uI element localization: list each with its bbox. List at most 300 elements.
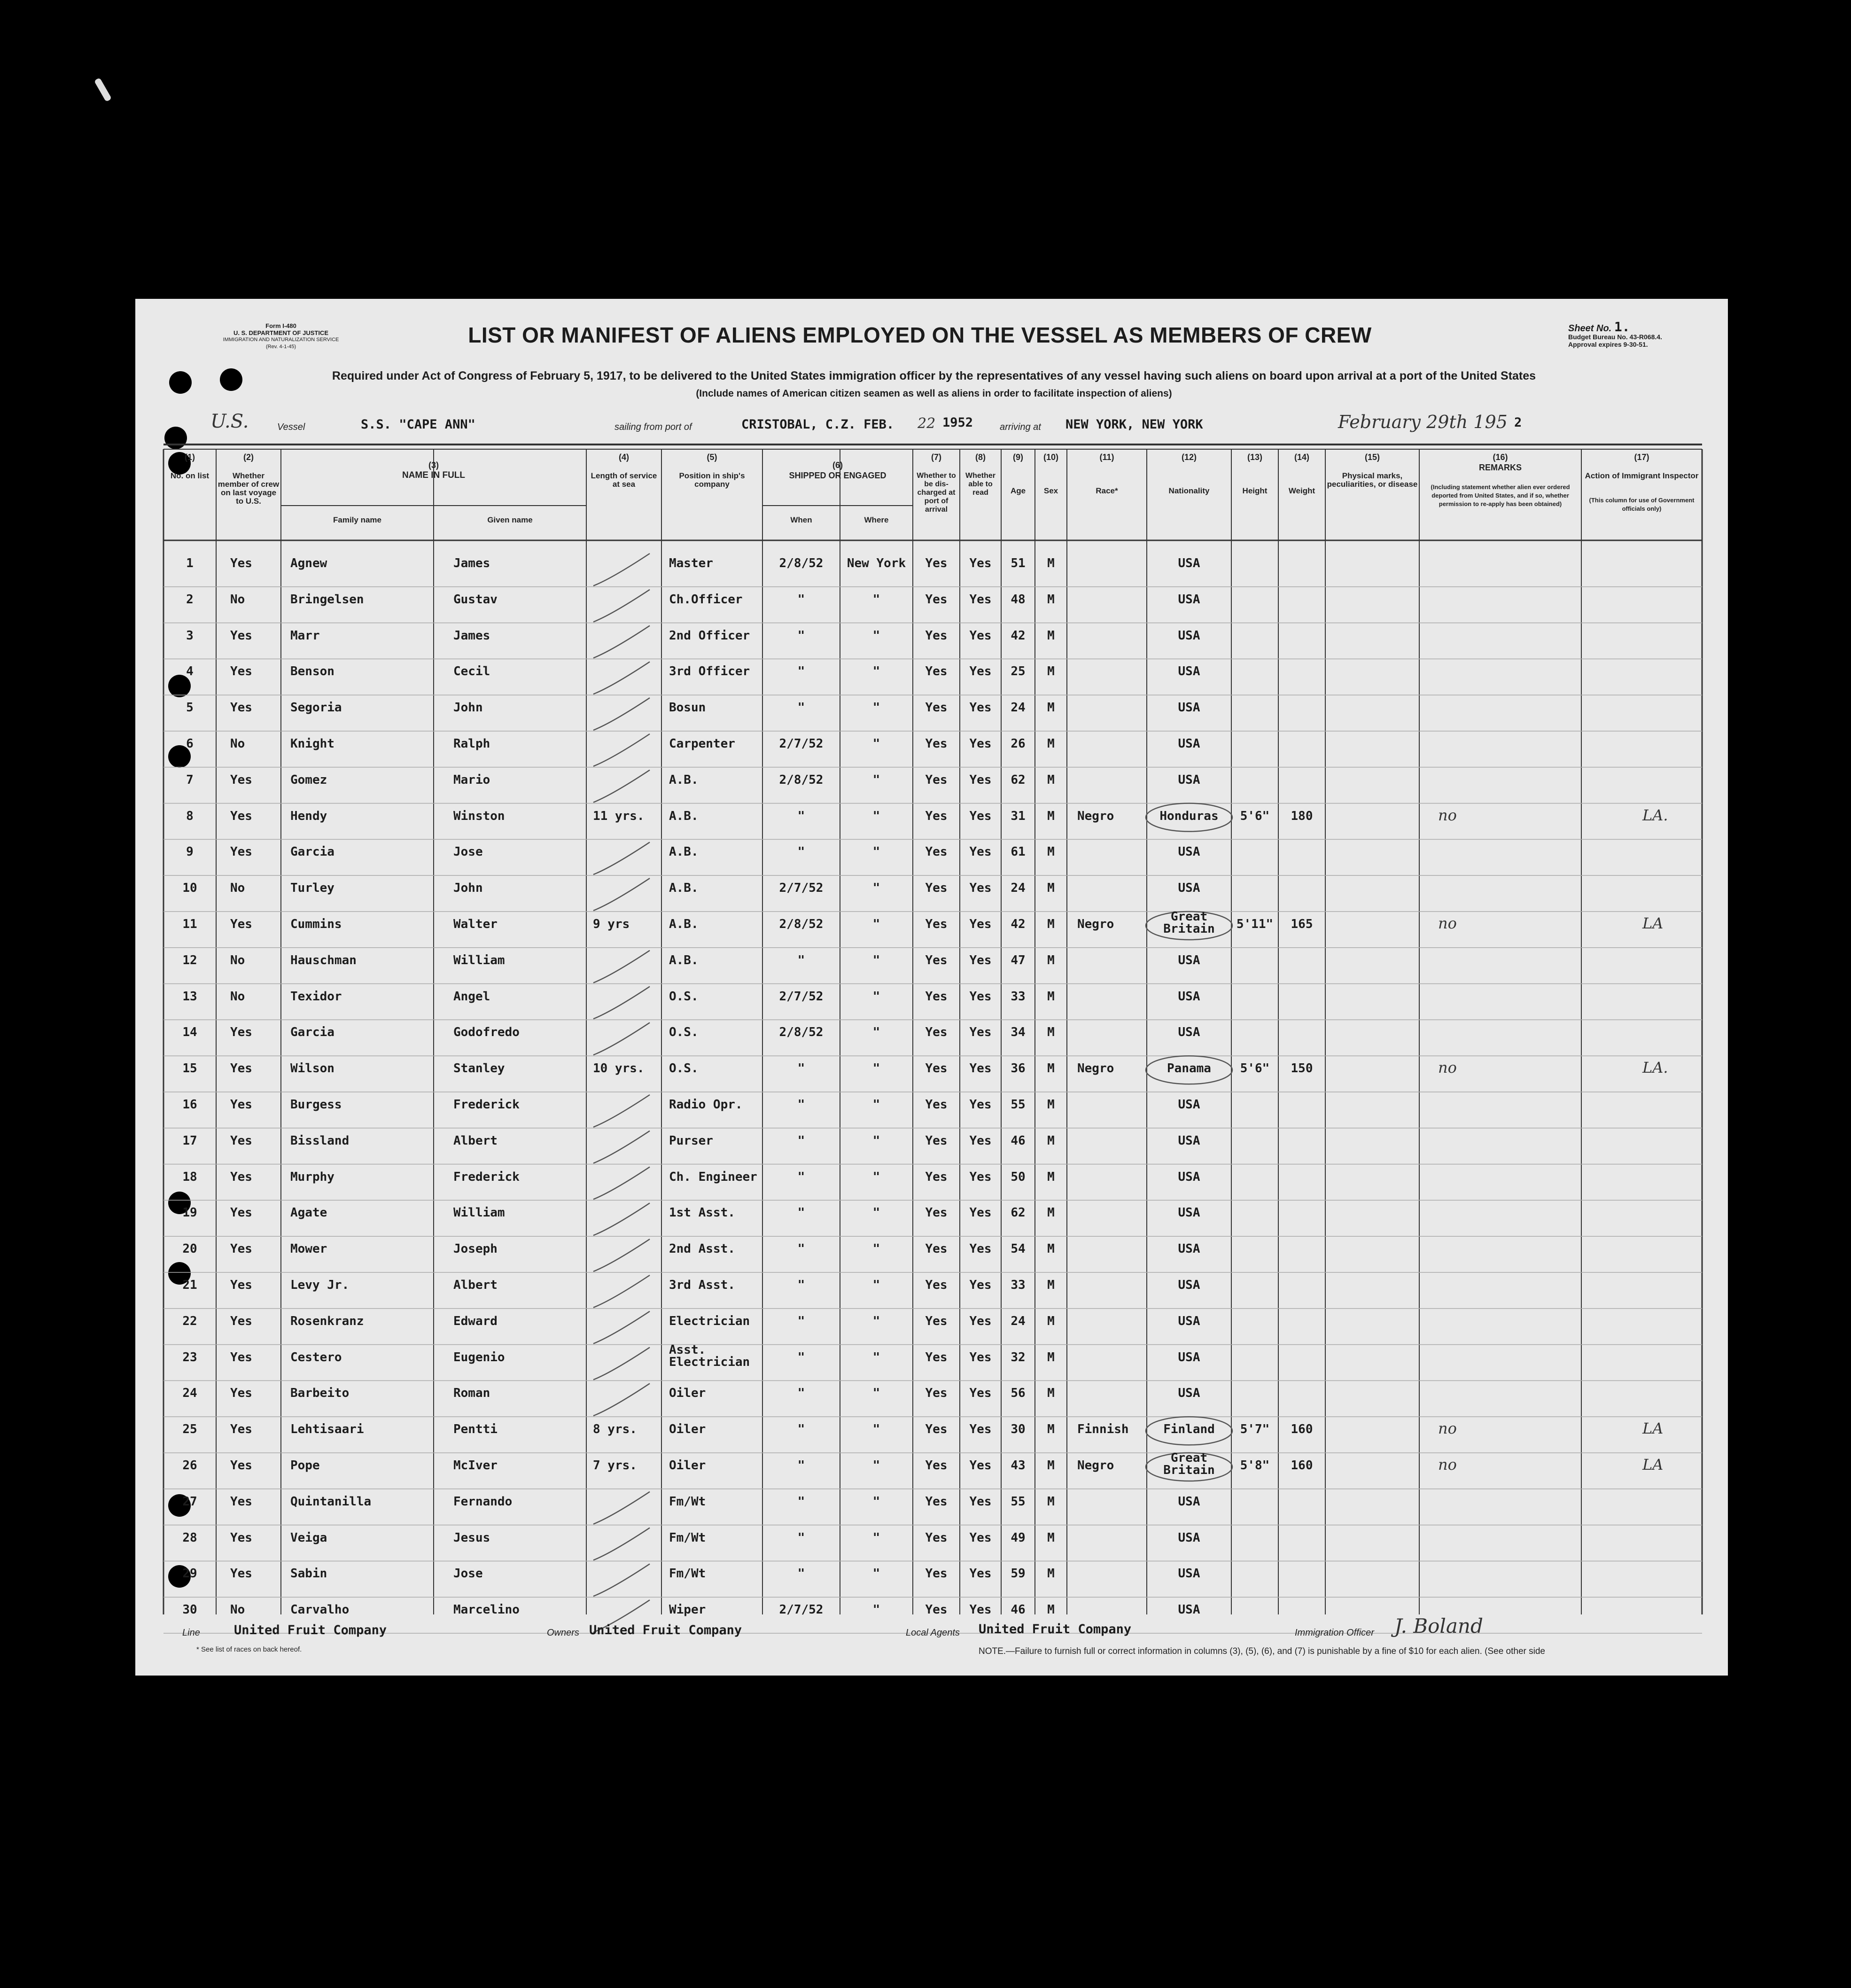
cell-position: 3rd Asst. <box>669 1278 735 1292</box>
cell-position: 1st Asst. <box>669 1206 735 1220</box>
cell-no: 24 <box>182 1386 197 1401</box>
cell-family: Levy Jr. <box>290 1278 350 1292</box>
cell-no: 22 <box>182 1314 197 1328</box>
cell-age: 47 <box>1011 953 1026 967</box>
sheet-label: Sheet No. <box>1568 323 1612 334</box>
cell-height: 5'11" <box>1236 917 1274 931</box>
cell-where: " <box>872 1458 880 1473</box>
cell-when: " <box>797 1314 805 1328</box>
cell-sex: M <box>1047 845 1055 859</box>
cell-family: Quintanilla <box>290 1494 372 1509</box>
cell-age: 61 <box>1011 845 1026 859</box>
column-header <box>913 453 960 514</box>
cell-height: 5'8" <box>1240 1458 1270 1473</box>
column-number: (9) <box>1013 452 1023 462</box>
cell-position: Ch.Officer <box>669 592 743 607</box>
cell-prev: Yes <box>230 1025 252 1040</box>
cell-service: 7 yrs. <box>593 1458 637 1473</box>
cell-disch: Yes <box>925 1278 948 1292</box>
cell-where: " <box>872 1098 880 1112</box>
owners-label: Owners <box>547 1628 579 1638</box>
cell-where: " <box>872 1169 880 1184</box>
cell-position: A.B. <box>669 845 699 859</box>
column-label: Family name <box>333 515 381 524</box>
cell-disch: Yes <box>925 1314 948 1328</box>
cell-prev: Yes <box>230 772 252 787</box>
column-label: Given name <box>487 515 533 524</box>
cell-family: Rosenkranz <box>290 1314 364 1328</box>
cell-nationality: USA <box>1178 628 1200 643</box>
column-number: (14) <box>1294 452 1309 462</box>
column-number: (6) <box>832 460 843 470</box>
column-header <box>281 461 586 480</box>
cell-position: A.B. <box>669 917 699 931</box>
cell-nationality: USA <box>1178 845 1200 859</box>
cell-nationality: USA <box>1178 737 1200 751</box>
pen-stroke <box>593 1528 650 1560</box>
cell-given: Stanley <box>453 1061 505 1076</box>
arrival-port: NEW YORK, NEW YORK <box>1065 417 1203 432</box>
cell-prev: No <box>230 592 245 607</box>
cell-nationality: USA <box>1178 1314 1200 1328</box>
pen-stroke <box>593 1095 650 1127</box>
cell-where: " <box>872 772 880 787</box>
cell-disch: Yes <box>925 1098 948 1112</box>
column-label: Whether member of crew on last voyage to U.S. <box>218 471 280 506</box>
cell-nationality: USA <box>1178 1278 1200 1292</box>
handwritten-departure-day: 22 <box>918 415 936 432</box>
column-label: Age <box>1010 486 1026 495</box>
cell-prev: Yes <box>230 1169 252 1184</box>
departure-port: CRISTOBAL, C.Z. FEB. <box>741 417 894 432</box>
cell-action: LA. <box>1642 806 1668 824</box>
cell-sex: M <box>1047 1025 1055 1040</box>
column-header <box>1231 453 1278 495</box>
cell-given: Joseph <box>453 1242 498 1256</box>
cell-given: Fernando <box>453 1494 513 1509</box>
cell-prev: Yes <box>230 1206 252 1220</box>
cell-action: LA. <box>1642 1059 1668 1077</box>
pen-stroke <box>593 590 650 622</box>
cell-sex: M <box>1047 1603 1055 1617</box>
cell-prev: Yes <box>230 664 252 679</box>
cell-disch: Yes <box>925 1530 948 1545</box>
cell-when: " <box>797 809 805 823</box>
column-header <box>1147 453 1231 495</box>
cell-given: William <box>453 953 505 967</box>
cell-where: " <box>872 809 880 823</box>
cell-age: 33 <box>1011 989 1026 1004</box>
cell-age: 56 <box>1011 1386 1026 1401</box>
cell-service: 11 yrs. <box>593 809 645 823</box>
cell-disch: Yes <box>925 809 948 823</box>
cell-read: Yes <box>969 1206 992 1220</box>
cell-given: Roman <box>453 1386 490 1401</box>
cell-given: Pentti <box>453 1422 498 1437</box>
cell-nationality: USA <box>1178 1025 1200 1040</box>
cell-given: Albert <box>453 1278 498 1292</box>
cell-when: " <box>797 845 805 859</box>
cell-nationality: USA <box>1178 1350 1200 1364</box>
cell-read: Yes <box>969 1567 992 1581</box>
cell-position: Wiper <box>669 1603 706 1617</box>
column-label: Where <box>864 515 889 524</box>
cell-disch: Yes <box>925 628 948 643</box>
cell-nationality: USA <box>1178 881 1200 896</box>
column-header <box>434 516 586 524</box>
pen-stroke <box>593 662 650 694</box>
cell-nationality: USA <box>1178 1494 1200 1509</box>
cell-sex: M <box>1047 1242 1055 1256</box>
cell-no: 19 <box>182 1206 197 1220</box>
cell-read: Yes <box>969 1314 992 1328</box>
cell-given: Albert <box>453 1133 498 1148</box>
cell-no: 27 <box>182 1494 197 1509</box>
cell-nationality: USA <box>1178 1098 1200 1112</box>
cell-disch: Yes <box>925 1025 948 1040</box>
agents-label: Local Agents <box>906 1628 960 1638</box>
cell-sex: M <box>1047 737 1055 751</box>
cell-family: Agnew <box>290 556 327 570</box>
cell-position: Ch. Engineer <box>669 1169 757 1184</box>
departure-year: 1952 <box>942 415 973 430</box>
cell-disch: Yes <box>925 1494 948 1509</box>
cell-no: 25 <box>182 1422 197 1437</box>
cell-given: Frederick <box>453 1169 520 1184</box>
column-label: Whether to be dis-charged at port of arrival <box>917 472 956 514</box>
cell-prev: No <box>230 881 245 896</box>
pen-stroke <box>593 770 650 803</box>
cell-disch: Yes <box>925 772 948 787</box>
cell-no: 6 <box>186 737 194 751</box>
cell-where: " <box>872 1530 880 1545</box>
cell-age: 31 <box>1011 809 1026 823</box>
cell-sex: M <box>1047 701 1055 715</box>
cell-given: Godofredo <box>453 1025 520 1040</box>
cell-prev: Yes <box>230 1314 252 1328</box>
column-label: Weight <box>1288 486 1315 495</box>
cell-family: Hauschman <box>290 953 357 967</box>
cell-where: " <box>872 628 880 643</box>
cell-when: " <box>797 1206 805 1220</box>
cell-where: " <box>872 1061 880 1076</box>
cell-where: " <box>872 1422 880 1437</box>
cell-when: " <box>797 1169 805 1184</box>
cell-where: " <box>872 1350 880 1364</box>
officer-label: Immigration Officer <box>1295 1628 1374 1638</box>
cell-read: Yes <box>969 1098 992 1112</box>
cell-prev: Yes <box>230 1386 252 1401</box>
cell-family: Hendy <box>290 809 327 823</box>
cell-nationality: USA <box>1178 772 1200 787</box>
column-number: (13) <box>1247 452 1262 462</box>
cell-position: O.S. <box>669 1061 699 1076</box>
officer-signature: J. Boland <box>1394 1614 1483 1637</box>
cell-read: Yes <box>969 628 992 643</box>
column-number: (7) <box>931 452 941 462</box>
cell-position: Asst. Electrician <box>669 1342 750 1369</box>
cell-position: Oiler <box>669 1386 706 1401</box>
pen-stroke <box>593 626 650 658</box>
column-label: Sex <box>1043 486 1058 495</box>
cell-sex: M <box>1047 1422 1055 1437</box>
column-number: (10) <box>1043 452 1058 462</box>
cell-race: Negro <box>1077 917 1114 931</box>
cell-age: 33 <box>1011 1278 1026 1292</box>
cell-read: Yes <box>969 1169 992 1184</box>
cell-height: 5'7" <box>1240 1422 1270 1437</box>
cell-position: Bosun <box>669 701 706 715</box>
cell-given: Jesus <box>453 1530 490 1545</box>
cell-no: 13 <box>182 989 197 1004</box>
cell-no: 9 <box>186 845 194 859</box>
cell-family: Turley <box>290 881 334 896</box>
cell-weight: 180 <box>1291 809 1313 823</box>
cell-no: 28 <box>182 1530 197 1545</box>
cell-read: Yes <box>969 1386 992 1401</box>
cell-where: " <box>872 1206 880 1220</box>
cell-age: 32 <box>1011 1350 1026 1364</box>
cell-given: Walter <box>453 917 498 931</box>
vessel-label: Vessel <box>277 422 305 432</box>
cell-prev: Yes <box>230 845 252 859</box>
cell-position: Master <box>669 556 713 570</box>
owners-value: United Fruit Company <box>589 1623 742 1637</box>
revision: (Rev. 4-1-45) <box>266 344 296 350</box>
cell-where: " <box>872 664 880 679</box>
cell-nationality: USA <box>1178 1133 1200 1148</box>
cell-no: 3 <box>186 628 194 643</box>
cell-when: " <box>797 953 805 967</box>
cell-disch: Yes <box>925 1458 948 1473</box>
cell-no: 23 <box>182 1350 197 1364</box>
cell-prev: Yes <box>230 1098 252 1112</box>
cell-where: " <box>872 1278 880 1292</box>
pen-stroke <box>593 1022 650 1055</box>
cell-no: 7 <box>186 772 194 787</box>
cell-disch: Yes <box>925 1567 948 1581</box>
film-edge-mark <box>94 78 112 102</box>
cell-read: Yes <box>969 1494 992 1509</box>
cell-family: Gomez <box>290 772 327 787</box>
cell-given: James <box>453 628 490 643</box>
cell-age: 59 <box>1011 1567 1026 1581</box>
column-header <box>762 461 913 480</box>
cell-when: " <box>797 1350 805 1364</box>
manifest-sheet <box>135 299 1728 1676</box>
cell-disch: Yes <box>925 989 948 1004</box>
cell-where: New York <box>847 556 906 570</box>
cell-nationality: Honduras <box>1159 809 1219 823</box>
cell-where: " <box>872 953 880 967</box>
pen-stroke <box>593 1492 650 1524</box>
page-subtitle: Required under Act of Congress of February 5, 1917, to be delivered to the United States immigration officer by the representatives of any vessel having such aliens on board upon arrival at a port of the United States <box>332 369 1536 382</box>
cell-position: 2nd Asst. <box>669 1242 735 1256</box>
cell-given: Cecil <box>453 664 490 679</box>
cell-position: A.B. <box>669 953 699 967</box>
cell-disch: Yes <box>925 1422 948 1437</box>
cell-read: Yes <box>969 989 992 1004</box>
cell-prev: Yes <box>230 917 252 931</box>
cell-family: Sabin <box>290 1567 327 1581</box>
cell-sex: M <box>1047 556 1055 570</box>
pen-stroke <box>593 1348 650 1380</box>
budget-bureau: Budget Bureau No. 43-R068.4. <box>1568 333 1662 341</box>
column-label: Whether able to read <box>965 472 995 497</box>
pen-stroke <box>593 1383 650 1416</box>
races-note: * See list of races on back hereof. <box>196 1645 302 1653</box>
cell-no: 30 <box>182 1603 197 1617</box>
cell-when: " <box>797 701 805 715</box>
cell-nationality: USA <box>1178 701 1200 715</box>
cell-when: " <box>797 1242 805 1256</box>
cell-age: 24 <box>1011 701 1026 715</box>
sailing-label: sailing from port of <box>614 422 692 432</box>
cell-given: Angel <box>453 989 490 1004</box>
column-number: (2) <box>243 452 254 462</box>
cell-given: James <box>453 556 490 570</box>
cell-age: 50 <box>1011 1169 1026 1184</box>
cell-read: Yes <box>969 881 992 896</box>
page-subnote: (Include names of American citizen seamen as well as aliens in order to facilitate inspection of aliens) <box>696 388 1172 399</box>
cell-given: Marcelino <box>453 1603 520 1617</box>
cell-where: " <box>872 592 880 607</box>
column-header <box>1067 453 1147 495</box>
cell-age: 43 <box>1011 1458 1026 1473</box>
cell-no: 29 <box>182 1567 197 1581</box>
column-label: (This column for use of Government officials only) <box>1589 497 1695 512</box>
cell-sex: M <box>1047 664 1055 679</box>
cell-read: Yes <box>969 953 992 967</box>
cell-position: A.B. <box>669 881 699 896</box>
cell-action: LA <box>1642 1456 1664 1473</box>
column-header <box>1278 453 1325 495</box>
cell-age: 54 <box>1011 1242 1026 1256</box>
cell-position: Carpenter <box>669 737 735 751</box>
column-header <box>1035 453 1067 495</box>
cell-given: Gustav <box>453 592 498 607</box>
cell-where: " <box>872 737 880 751</box>
cell-disch: Yes <box>925 1206 948 1220</box>
cell-disch: Yes <box>925 845 948 859</box>
cell-nationality: USA <box>1178 1206 1200 1220</box>
cell-read: Yes <box>969 845 992 859</box>
cell-read: Yes <box>969 737 992 751</box>
cell-prev: Yes <box>230 1567 252 1581</box>
cell-sex: M <box>1047 953 1055 967</box>
pen-stroke <box>593 698 650 730</box>
cell-when: " <box>797 1386 805 1401</box>
cell-position: Oiler <box>669 1422 706 1437</box>
cell-family: Lehtisaari <box>290 1422 364 1437</box>
line-value: United Fruit Company <box>234 1623 387 1637</box>
cell-when: 2/8/52 <box>779 772 824 787</box>
department: U. S. DEPARTMENT OF JUSTICE <box>233 329 328 336</box>
cell-position: Purser <box>669 1133 713 1148</box>
pen-stroke <box>593 842 650 874</box>
cell-no: 15 <box>182 1061 197 1076</box>
cell-prev: No <box>230 989 245 1004</box>
cell-sex: M <box>1047 1314 1055 1328</box>
cell-where: " <box>872 1386 880 1401</box>
cell-disch: Yes <box>925 1603 948 1617</box>
column-label: Physical marks, peculiarities, or disease <box>1327 471 1418 489</box>
cell-when: 2/7/52 <box>779 1603 824 1617</box>
cell-read: Yes <box>969 1242 992 1256</box>
cell-family: Pope <box>290 1458 320 1473</box>
cell-when: 2/8/52 <box>779 1025 824 1040</box>
cell-age: 24 <box>1011 1314 1026 1328</box>
cell-family: Marr <box>290 628 320 643</box>
cell-read: Yes <box>969 1350 992 1364</box>
cell-service: 8 yrs. <box>593 1422 637 1437</box>
cell-age: 42 <box>1011 628 1026 643</box>
cell-sex: M <box>1047 1530 1055 1545</box>
cell-when: " <box>797 1530 805 1545</box>
cell-prev: Yes <box>230 1350 252 1364</box>
cell-read: Yes <box>969 664 992 679</box>
cell-prev: Yes <box>230 1061 252 1076</box>
cell-where: " <box>872 881 880 896</box>
cell-position: Fm/Wt <box>669 1567 706 1581</box>
column-label: NAME IN FULL <box>402 470 466 480</box>
cell-weight: 160 <box>1291 1422 1313 1437</box>
cell-sex: M <box>1047 1350 1055 1364</box>
column-label: Position in ship's company <box>679 471 745 489</box>
cell-family: Wilson <box>290 1061 334 1076</box>
cell-given: William <box>453 1206 505 1220</box>
cell-age: 62 <box>1011 1206 1026 1220</box>
cell-age: 55 <box>1011 1494 1026 1509</box>
cell-when: " <box>797 1098 805 1112</box>
cell-age: 46 <box>1011 1133 1026 1148</box>
cell-age: 49 <box>1011 1530 1026 1545</box>
cell-weight: 165 <box>1291 917 1313 931</box>
cell-given: McIver <box>453 1458 498 1473</box>
cell-position: Oiler <box>669 1458 706 1473</box>
cell-sex: M <box>1047 1567 1055 1581</box>
column-header <box>586 453 661 489</box>
cell-weight: 160 <box>1291 1458 1313 1473</box>
pen-stroke <box>593 987 650 1019</box>
cell-race: Negro <box>1077 1458 1114 1473</box>
cell-age: 30 <box>1011 1422 1026 1437</box>
cell-disch: Yes <box>925 953 948 967</box>
cell-given: John <box>453 881 483 896</box>
pen-stroke <box>593 1167 650 1200</box>
column-header <box>1581 496 1702 513</box>
cell-given: Mario <box>453 772 490 787</box>
column-header <box>1001 453 1035 495</box>
cell-where: " <box>872 1133 880 1148</box>
form-number: Form I-480 <box>265 322 296 329</box>
cell-sex: M <box>1047 1169 1055 1184</box>
cell-family: Bissland <box>290 1133 350 1148</box>
cell-age: 36 <box>1011 1061 1026 1076</box>
cell-family: Veiga <box>290 1530 327 1545</box>
cell-sex: M <box>1047 1494 1055 1509</box>
sheet-value: 1. <box>1614 319 1630 335</box>
column-number: (5) <box>707 452 717 462</box>
column-number: (17) <box>1634 452 1649 462</box>
cell-when: " <box>797 1422 805 1437</box>
pen-stroke <box>593 1564 650 1596</box>
handwritten-country: U.S. <box>210 411 249 432</box>
cell-disch: Yes <box>925 556 948 570</box>
column-header <box>960 453 1001 497</box>
cell-when: " <box>797 1133 805 1148</box>
cell-no: 18 <box>182 1169 197 1184</box>
